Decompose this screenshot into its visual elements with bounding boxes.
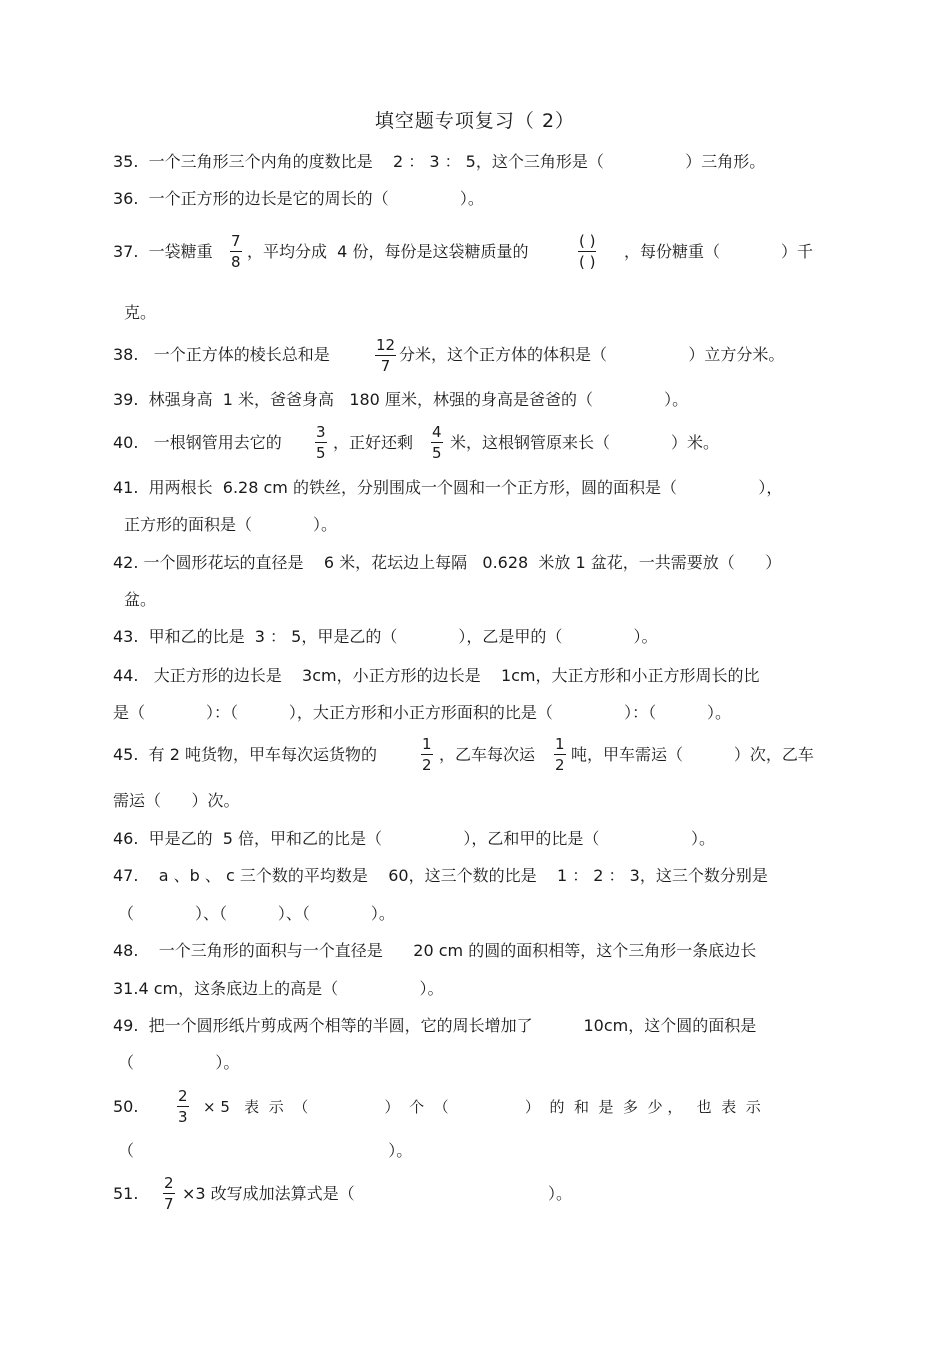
fraction-bar [230,251,242,252]
fraction-denominator: 2 [422,756,432,774]
fraction-numerator: 1 [555,735,565,753]
fraction-numerator: 7 [231,232,241,250]
fraction-denominator: 3 [178,1108,188,1126]
fraction-7-8 [230,232,242,271]
fraction-4-5 [431,423,443,462]
question-49-line-1: 49. 把一个圆形纸片剪成两个相等的半圆，它的周长增加了 10cm，这个圆的面积是 [113,1016,757,1035]
fraction-numerator: 1 [422,735,432,753]
fraction-denominator: 7 [380,357,391,375]
fraction-3-5 [315,423,327,462]
fraction-bar [431,442,443,443]
question-40-text-a: 40. 一根钢管用去它的 [113,433,282,452]
question-40-text-b: ，正好还剩 [333,433,414,452]
fraction-bar [375,355,396,356]
question-48-line-1: 48. 一个三角形的面积与一个直径是 20 cm 的圆的面积相等，这个三角形一条底边长 [113,941,757,960]
fraction-bar [578,251,596,252]
question-47-line-2: （ ）、（ ）、（ ）。 [118,904,395,923]
question-36: 36. 一个正方形的边长是它的周长的（ ）。 [113,189,484,208]
question-42-line-2: 盆。 [124,590,157,609]
question-50-text-b: × 5 表 示 （ ） 个 （ ） 的 和 是 多 少 ， 也 表 示 [203,1098,761,1116]
fraction-bar [163,1193,175,1194]
fraction-2-3 [177,1087,189,1126]
fraction-numerator: ( ) [579,232,596,250]
fraction-bar [554,754,566,755]
question-37-text-a: 37. 一袋糖重 [113,242,213,261]
question-43: 43. 甲和乙的比是 3 ： 5，甲是乙的（ ），乙是甲的（ ）。 [113,627,658,646]
question-41-line-2: 正方形的面积是（ ）。 [124,515,338,534]
question-39: 39. 林强身高 1 米，爸爸身高 180 厘米，林强的身高是爸爸的（ ）。 [113,390,689,409]
question-45-text-b: ，乙车每次运 [439,745,536,764]
fraction-12-7 [375,336,396,375]
question-40-text-c: 米，这根钢管原来长（ ）米。 [450,433,720,452]
question-47-line-1: 47. a 、b 、 c 三个数的平均数是 60，这三个数的比是 1 ： 2 ： 3，这三个数分别是 [113,866,768,885]
fraction-numerator: 2 [164,1174,174,1192]
question-44-line-2: 是（ ）：（ ），大正方形和小正方形面积的比是（ ）：（ ）。 [113,703,731,722]
question-45-text-d: 需运（ ）次。 [113,791,240,810]
page-title: 填空题专项复习（ 2） [374,110,576,132]
question-37-text-c: ，每份糖重（ ）千 [624,242,814,261]
question-42-line-1: 42. 一个圆形花坛的直径是 6 米，花坛边上每隔 0.628 米放 1 盆花，一共需要放（ ） [113,553,782,572]
fraction-denominator: ( ) [579,253,596,271]
question-41-line-1: 41. 用两根长 6.28 cm 的铁丝，分别围成一个圆和一个正方形，圆的面积是（ ）， [113,478,783,497]
fraction-numerator: 4 [432,423,442,441]
question-45-text-c: 吨，甲车需运（ ）次，乙车 [571,745,814,764]
fraction-1-2-a [421,735,433,774]
question-49-line-2: （ ）。 [118,1053,240,1072]
fraction-1-2-b [554,735,566,774]
question-51-text-b: ×3 改写成加法算式是（ ）。 [182,1184,572,1203]
question-37-text-b: ，平均分成 4 份，每份是这袋糖质量的 [247,242,529,261]
question-38-text-a: 38. 一个正方体的棱长总和是 [113,345,330,364]
question-50-text-c: （ ）。 [118,1141,413,1160]
question-45-text-a: 45. 有 2 吨货物，甲车每次运货物的 [113,745,377,764]
fraction-numerator: 2 [178,1087,188,1105]
fraction-denominator: 5 [432,444,442,462]
fraction-denominator: 8 [231,253,241,271]
fraction-blank [578,232,596,271]
question-44-line-1: 44. 大正方形的边长是 3cm，小正方形的边长是 1cm，大正方形和小正方形周长的比 [113,666,760,685]
fraction-numerator: 12 [376,336,396,354]
fraction-denominator: 7 [164,1195,174,1213]
question-35: 35. 一个三角形三个内角的度数比是 2 ： 3 ： 5，这个三角形是（ ）三角形。 [113,152,766,171]
fraction-2-7 [163,1174,175,1213]
fraction-bar [315,442,327,443]
question-46: 46. 甲是乙的 5 倍，甲和乙的比是（ ），乙和甲的比是（ ）。 [113,829,715,848]
question-50-text-a: 50. [113,1097,139,1116]
question-51-text-a: 51. [113,1184,139,1203]
fraction-bar [421,754,433,755]
fraction-numerator: 3 [316,423,326,441]
fraction-denominator: 2 [555,756,565,774]
question-48-line-2: 31.4 cm，这条底边上的高是（ ）。 [113,979,444,998]
question-37-text-d: 克。 [124,303,157,322]
fraction-bar [177,1106,189,1107]
fraction-denominator: 5 [316,444,326,462]
question-38-text-b: 分米，这个正方体的体积是（ ）立方分米。 [399,345,785,364]
